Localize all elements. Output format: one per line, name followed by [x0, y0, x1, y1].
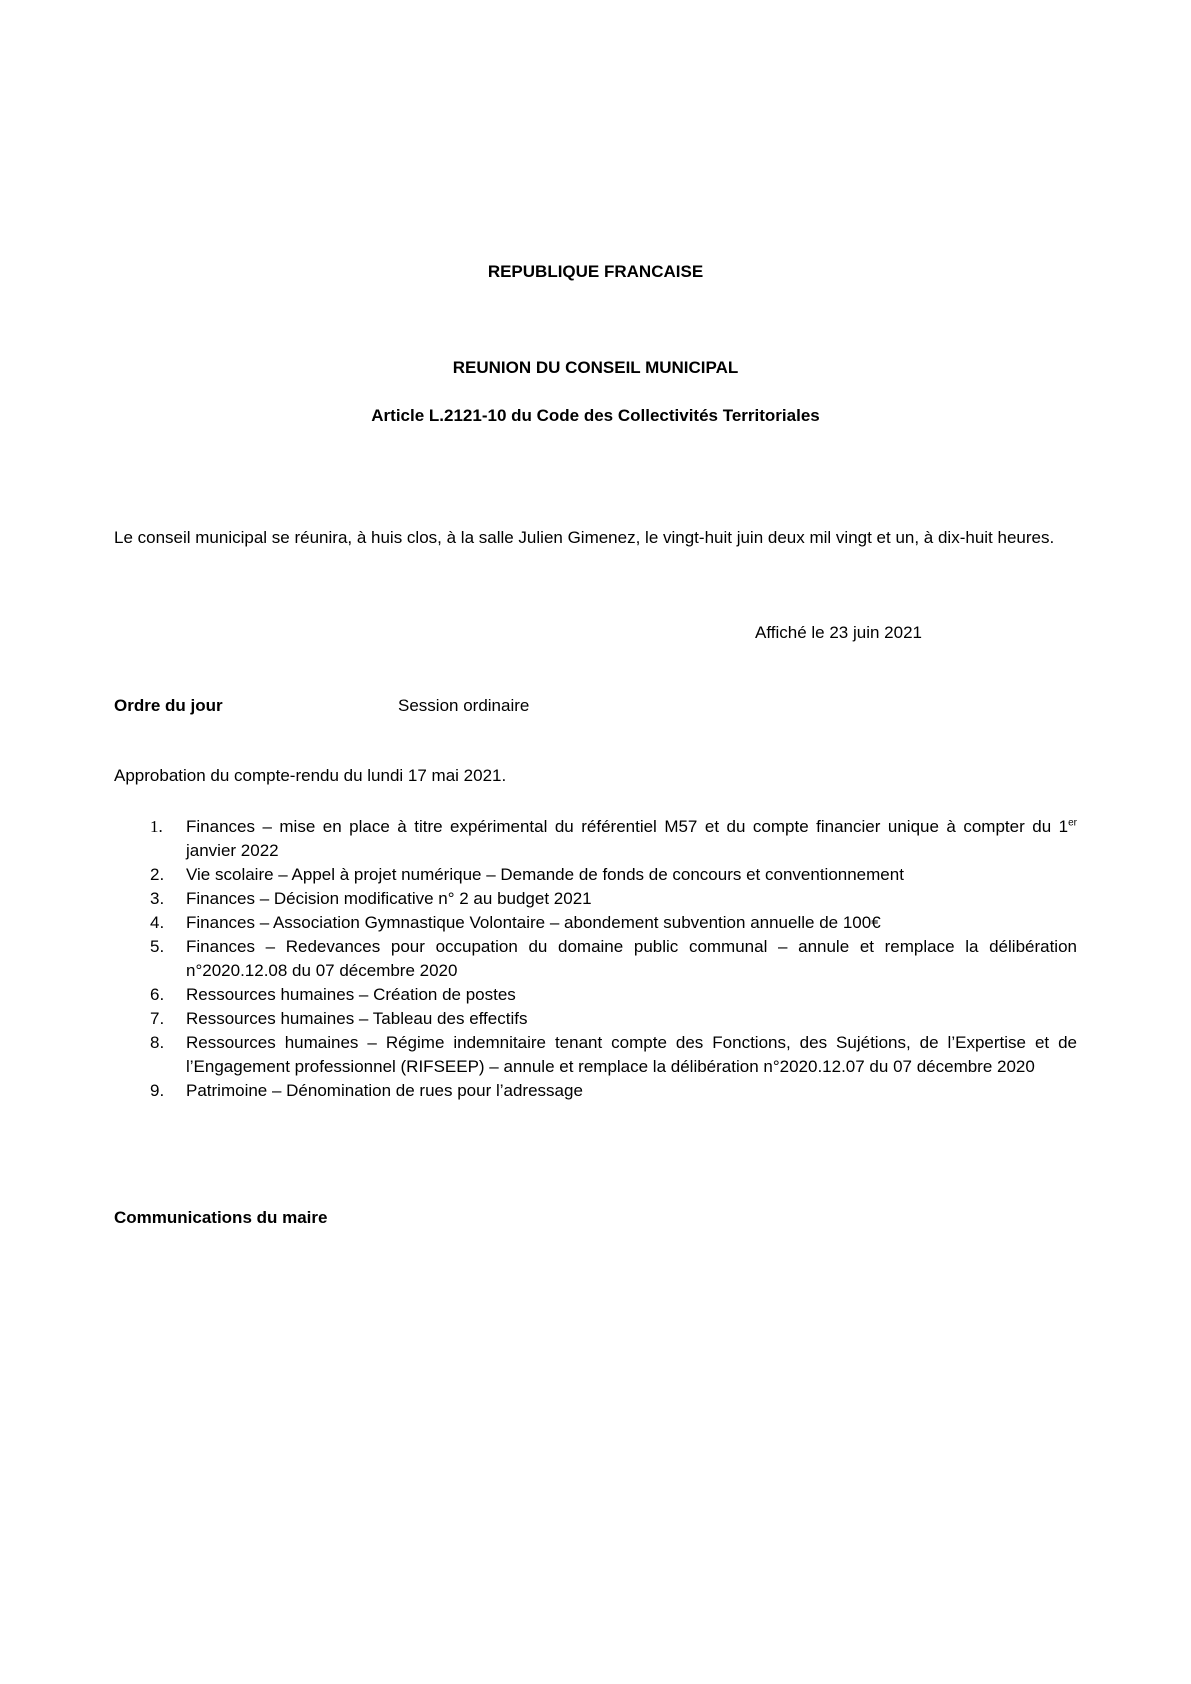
ordinal-suffix: er: [1068, 817, 1077, 829]
agenda-item-text: Finances – Association Gymnastique Volontaire – abondement subvention annuelle de 100€: [186, 913, 881, 932]
agenda-item-text: Finances – Décision modificative n° 2 au budget 2021: [186, 889, 592, 908]
posting-date: Affiché le 23 juin 2021: [755, 623, 922, 642]
agenda-item-text: Patrimoine – Dénomination de rues pour l’adressage: [186, 1081, 583, 1100]
agenda-item-number: 1.: [150, 817, 163, 836]
session-type: Session ordinaire: [398, 696, 530, 715]
agenda-list: [114, 815, 1077, 1103]
agenda-item-text: Ressources humaines – Création de postes: [186, 985, 516, 1004]
agenda-item: [114, 935, 1077, 983]
meeting-title: REUNION DU CONSEIL MUNICIPAL: [452, 358, 739, 377]
agenda-item-text: Finances – mise en place à titre expérimental du référentiel M57 et du compte financier unique à compter du 1er janvier 2022: [186, 817, 1077, 860]
mayor-communications-heading: Communications du maire: [114, 1208, 328, 1227]
agenda-item: [114, 815, 1077, 863]
agenda-item-number: 3.: [150, 889, 165, 908]
agenda-item: [114, 887, 1077, 911]
agenda-item: [114, 1079, 1077, 1103]
agenda-item-text: Vie scolaire – Appel à projet numérique – Demande de fonds de concours et conventionnement: [186, 865, 904, 884]
agenda-item-number: 4.: [150, 913, 165, 932]
agenda-item-number: 8.: [150, 1033, 165, 1052]
agenda-item: [114, 863, 1077, 887]
legal-article-reference: Article L.2121-10 du Code des Collectivités Territoriales: [371, 406, 820, 425]
agenda-item: [114, 911, 1077, 935]
agenda-heading: Ordre du jour: [114, 696, 223, 715]
agenda-item-text: Finances – Redevances pour occupation du domaine public communal – annule et remplace la délibération n°2020.12.08 du 07 décembre 2020: [186, 937, 1077, 980]
agenda-item: [114, 1031, 1077, 1079]
agenda-item-number: 9.: [150, 1081, 165, 1100]
agenda-item-number: 7.: [150, 1009, 165, 1028]
agenda-item-number: 2.: [150, 865, 165, 884]
agenda-item-number: 6.: [150, 985, 165, 1004]
republic-heading: REPUBLIQUE FRANCAISE: [487, 262, 704, 281]
convocation-paragraph: Le conseil municipal se réunira, à huis clos, à la salle Julien Gimenez, le vingt-huit juin deux mil vingt et un, à dix-huit heures.: [114, 528, 1055, 547]
agenda-item: [114, 983, 1077, 1007]
agenda-item-number: 5.: [150, 937, 165, 956]
agenda-item-text: Ressources humaines – Tableau des effectifs: [186, 1009, 528, 1028]
minutes-approval: Approbation du compte-rendu du lundi 17 mai 2021.: [114, 766, 507, 785]
agenda-item: [114, 1007, 1077, 1031]
agenda-item-text: Ressources humaines – Régime indemnitaire tenant compte des Fonctions, des Sujétions, de l’Expertise et de l’Engagement professionnel (RIFSEEP) – annule et remplace la délibération n°2020.12.07 du 07 décembre 2020: [186, 1033, 1077, 1076]
